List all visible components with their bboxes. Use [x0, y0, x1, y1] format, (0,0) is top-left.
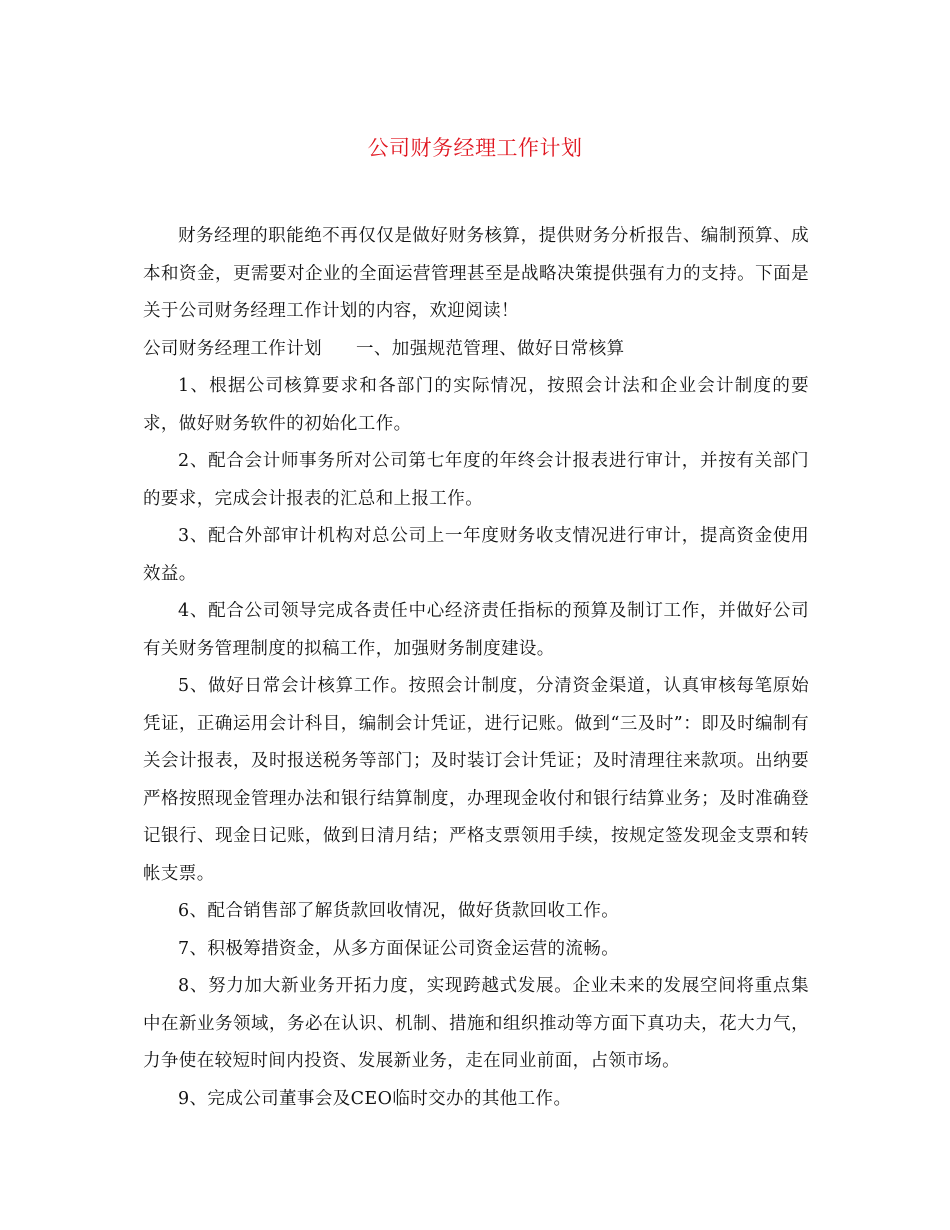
list-item: 6、配合销售部了解货款回收情况，做好货款回收工作。 [178, 901, 620, 921]
document-body [143, 218, 809, 1118]
list-item: 3、配合外部审计机构对总公司上一年度财务收支情况进行审计，提高资金使用效益。 [143, 526, 809, 584]
list-item: 4、配合公司领导完成各责任中心经济责任指标的预算及制订工作，并做好公司有关财务管理制度的拟稿工作，加强财务制度建设。 [143, 601, 809, 659]
section-heading-line [143, 331, 809, 369]
list-item: 9、完成公司董事会及CEO临时交办的其他工作。 [178, 1088, 572, 1109]
section-heading-left: 公司财务经理工作计划 [143, 338, 322, 359]
intro-paragraph: 财务经理的职能绝不再仅仅是做好财务核算，提供财务分析报告、编制预算、成本和资金，更需要对企业的全面运营管理甚至是战略决策提供强有力的支持。下面是关于公司财务经理工作计划的内容，欢迎阅读！ [143, 226, 809, 321]
list-item: 1、根据公司核算要求和各部门的实际情况，按照会计法和企业会计制度的要求，做好财务软件的初始化工作。 [143, 376, 809, 434]
list-item: 5、做好日常会计核算工作。按照会计制度，分清资金渠道，认真审核每笔原始凭证，正确运用会计科目，编制会计凭证，进行记账。做到“三及时”：即及时编制有关会计报表，及时报送税务等部门；及时装订会计凭证；及时清理往来款项。出纳要严格按照现金管理办法和银行结算制度，办理现金收付和银行结算业务；及时准确登记银行、现金日记账，做到日清月结；严格支票领用手续，按规定签发现金支票和转帐支票。 [143, 676, 809, 884]
list-item: 8、努力加大新业务开拓力度，实现跨越式发展。企业未来的发展空间将重点集中在新业务领域，务必在认识、机制、措施和组织推动等方面下真功夫，花大力气，力争使在较短时间内投资、发展新业务，走在同业前面，占领市场。 [143, 976, 809, 1071]
list-item: 7、积极筹措资金，从多方面保证公司资金运营的流畅。 [178, 938, 620, 959]
document-title: 公司财务经理工作计划 [367, 136, 583, 160]
list-item: 2、配合会计师事务所对公司第七年度的年终会计报表进行审计，并按有关部门的要求，完成会计报表的汇总和上报工作。 [143, 451, 809, 509]
section-heading-right: 一、加强规范管理、做好日常核算 [356, 338, 625, 359]
